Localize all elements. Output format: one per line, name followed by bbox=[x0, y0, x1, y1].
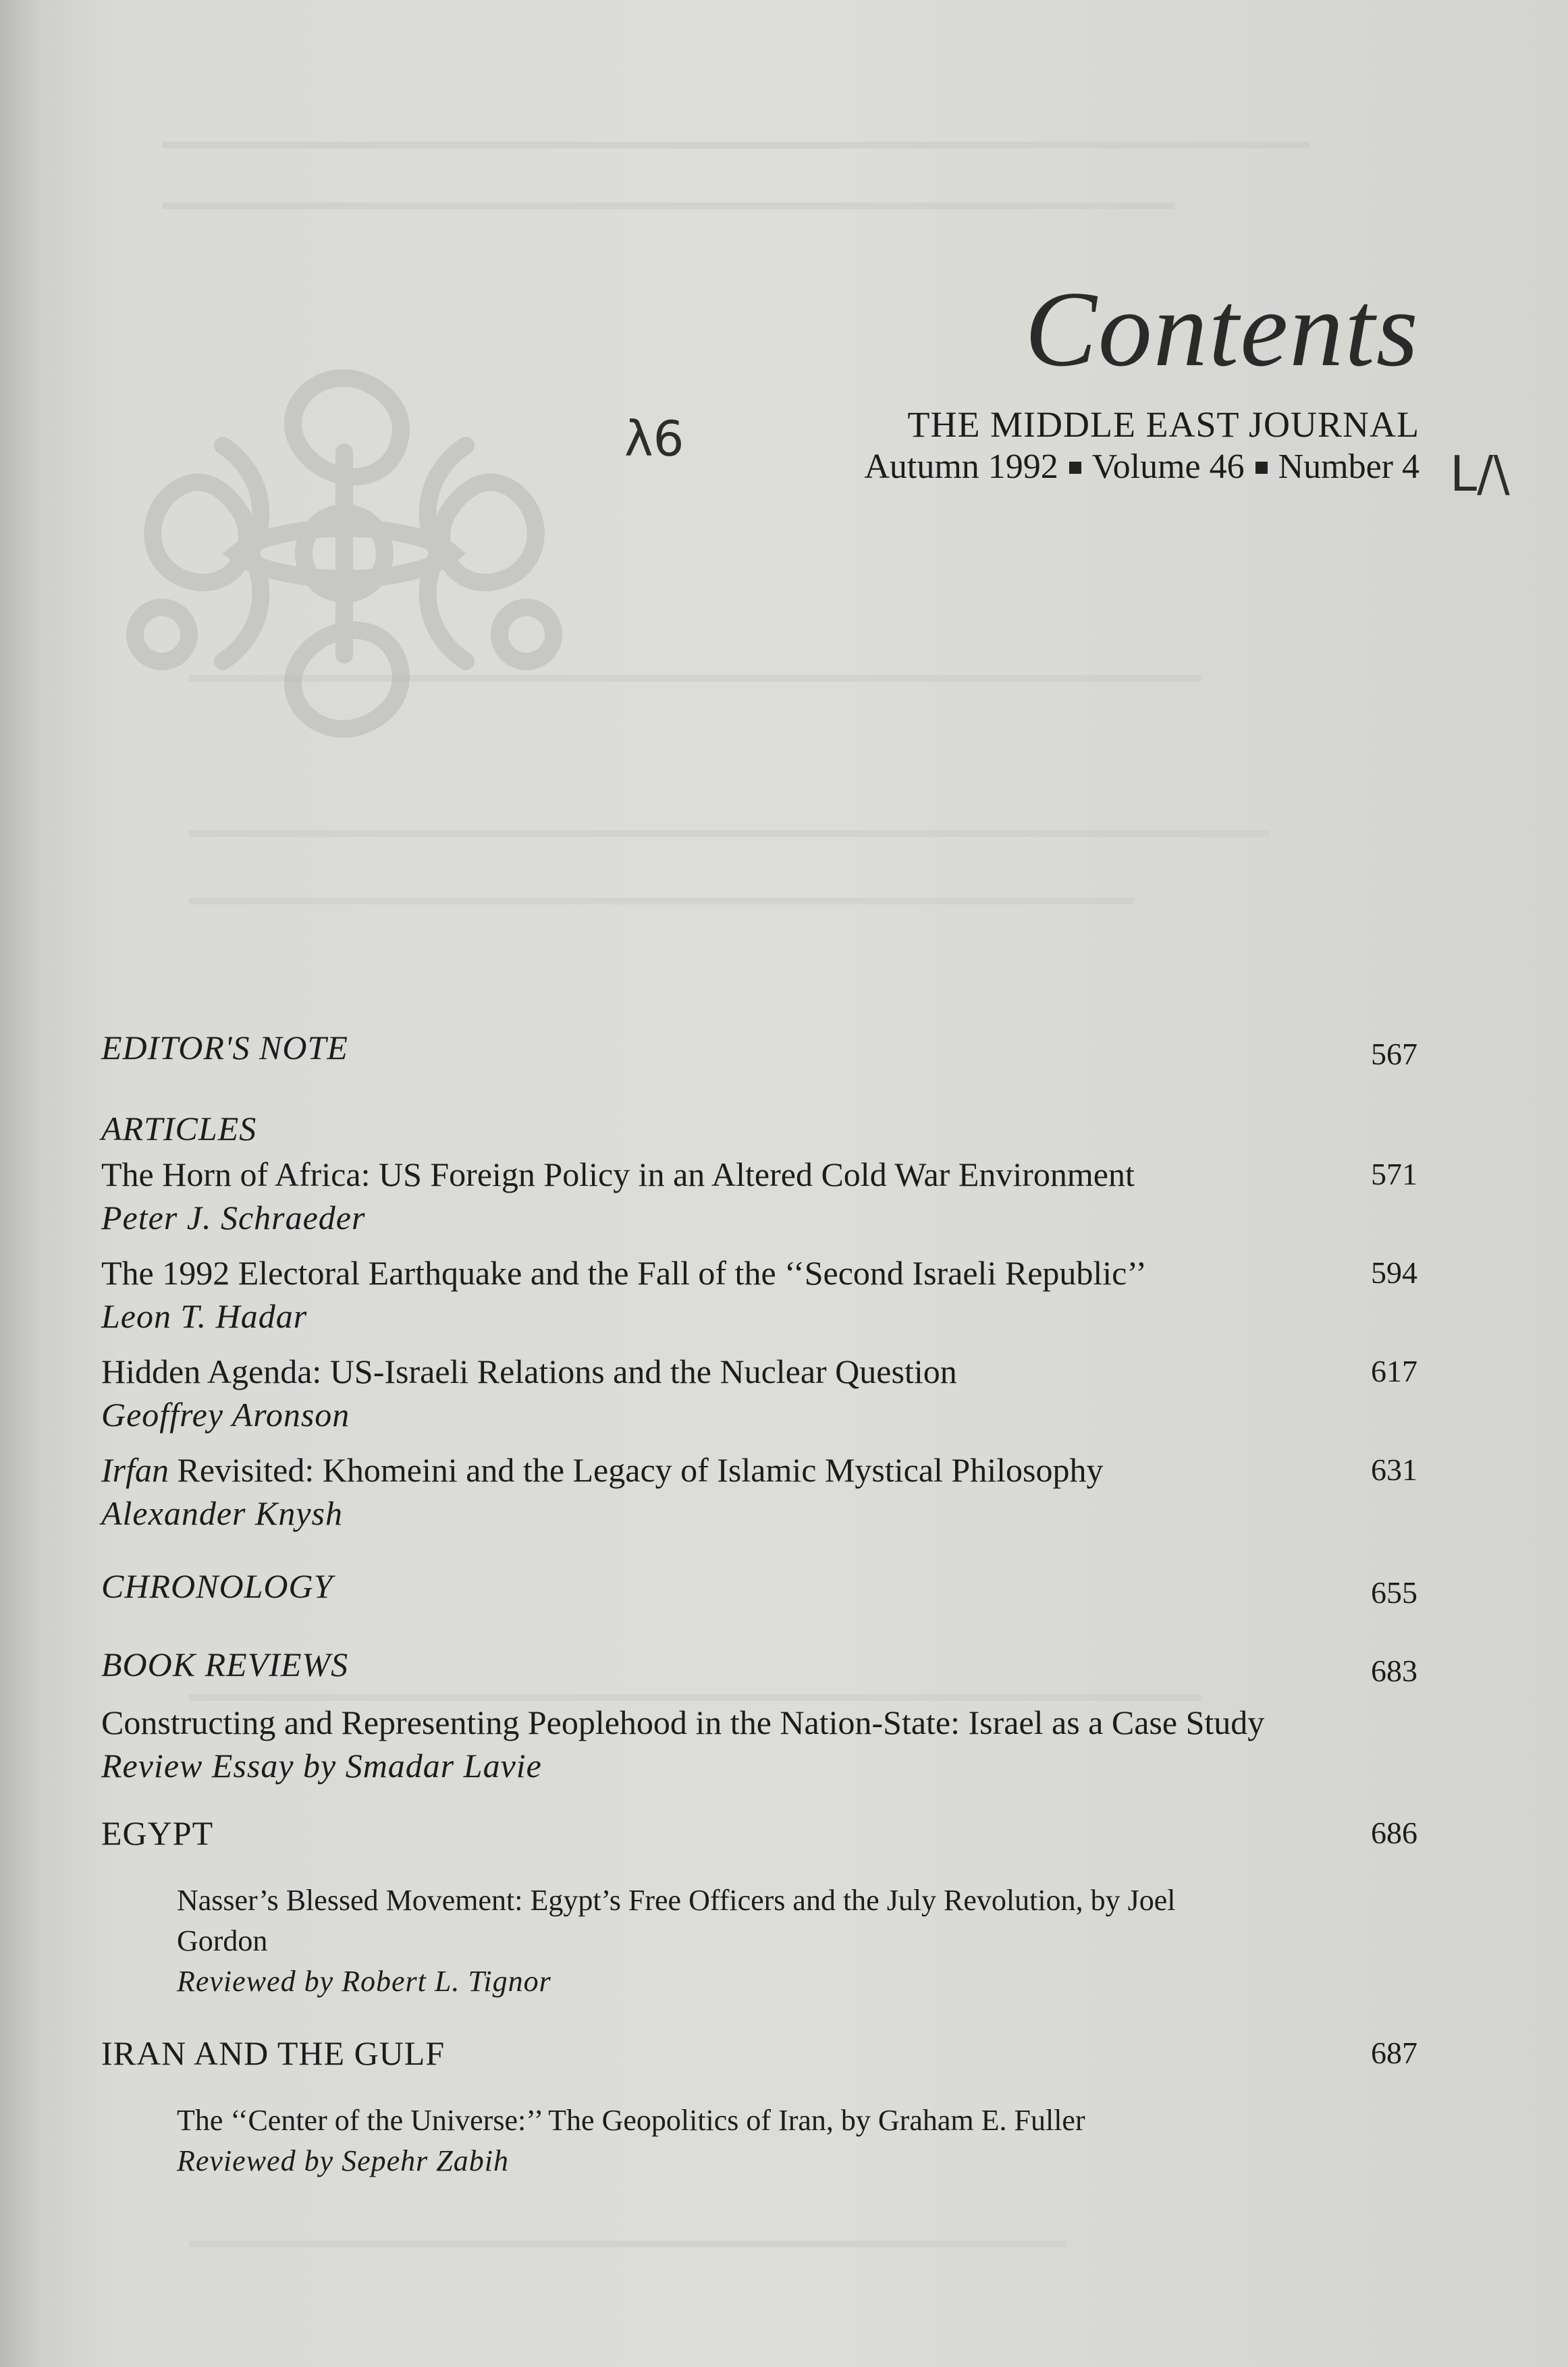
article-list bbox=[101, 1153, 1417, 1535]
article-author: Leon T. Hadar bbox=[101, 1297, 308, 1335]
review-reviewer: Reviewed by Sepehr Zabih bbox=[177, 2144, 509, 2177]
page-number: 686 bbox=[1371, 1816, 1417, 1850]
review-book-title: The ‘‘Center of the Universe:’’ The Geopolitics of Iran, by Graham E. Fuller bbox=[177, 2104, 1085, 2137]
issue-line bbox=[864, 447, 1420, 487]
issue-number: Number 4 bbox=[1278, 447, 1420, 486]
toc-articles-heading bbox=[101, 1107, 1417, 1150]
issue-season: Autumn 1992 bbox=[864, 447, 1058, 486]
toc-book-reviews bbox=[101, 1643, 1417, 1693]
article-title: Hidden Agenda: US-Israeli Relations and the Nuclear Question bbox=[101, 1353, 957, 1390]
review-reviewer: Reviewed by Robert L. Tignor bbox=[177, 1965, 551, 1998]
page-number: 687 bbox=[1371, 2036, 1417, 2070]
arabesque-ornament-icon bbox=[101, 351, 587, 756]
list-item bbox=[101, 1448, 1417, 1535]
toc-editors-note bbox=[101, 1026, 1417, 1076]
handwritten-mark-left: λ6 bbox=[624, 410, 684, 467]
review-essay bbox=[101, 1701, 1417, 1787]
handwritten-mark-right: L/\ bbox=[1450, 445, 1510, 502]
article-author: Geoffrey Aronson bbox=[101, 1396, 350, 1434]
page-number: 631 bbox=[1371, 1452, 1417, 1487]
square-bullet-icon bbox=[1069, 462, 1081, 474]
article-title-italic: Irfan bbox=[101, 1451, 169, 1489]
review-section-egypt bbox=[101, 1812, 1417, 1855]
review-section-heading: IRAN AND THE GULF bbox=[101, 2034, 445, 2072]
issue-volume: Volume 46 bbox=[1091, 447, 1245, 486]
page-number: 683 bbox=[1371, 1654, 1417, 1688]
section-heading: BOOK REVIEWS bbox=[101, 1645, 349, 1683]
page-number: 594 bbox=[1371, 1255, 1417, 1290]
list-item bbox=[101, 1251, 1417, 1338]
review-entry bbox=[101, 1880, 1417, 2002]
square-bullet-icon bbox=[1255, 462, 1268, 474]
review-section-heading: EGYPT bbox=[101, 1814, 214, 1852]
list-item bbox=[101, 1153, 1417, 1239]
essay-title: Constructing and Representing Peoplehood in the Nation-State: Israel as a Case Study bbox=[101, 1704, 1265, 1741]
article-title: The 1992 Electoral Earthquake and the Fall of the ‘‘Second Israeli Republic’’ bbox=[101, 1254, 1147, 1292]
review-book-title: Nasser’s Blessed Movement: Egypt’s Free Officers and the July Revolution, by Joel Gordon bbox=[177, 1884, 1176, 1957]
review-entry bbox=[101, 2100, 1417, 2181]
article-title: The Horn of Africa: US Foreign Policy in an Altered Cold War Environment bbox=[101, 1155, 1135, 1193]
article-author: Alexander Knysh bbox=[101, 1494, 343, 1532]
journal-name: THE MIDDLE EAST JOURNAL bbox=[907, 404, 1420, 445]
review-section-iran bbox=[101, 2032, 1417, 2075]
toc-chronology bbox=[101, 1565, 1417, 1614]
section-heading: ARTICLES bbox=[101, 1110, 257, 1147]
list-item bbox=[101, 1350, 1417, 1436]
page-number: 571 bbox=[1371, 1157, 1417, 1191]
essay-author: Review Essay by Smadar Lavie bbox=[101, 1747, 542, 1785]
table-of-contents bbox=[101, 1026, 1417, 2181]
article-title bbox=[101, 1448, 1269, 1492]
page-number: 617 bbox=[1371, 1354, 1417, 1388]
section-heading: EDITOR'S NOTE bbox=[101, 1029, 348, 1066]
page-title: Contents bbox=[1025, 269, 1420, 389]
page-number: 655 bbox=[1371, 1575, 1417, 1610]
article-author: Peter J. Schraeder bbox=[101, 1199, 366, 1236]
section-heading: CHRONOLOGY bbox=[101, 1567, 333, 1605]
page-number: 567 bbox=[1371, 1037, 1417, 1071]
article-title-rest: Revisited: Khomeini and the Legacy of Islamic Mystical Philosophy bbox=[169, 1451, 1104, 1489]
